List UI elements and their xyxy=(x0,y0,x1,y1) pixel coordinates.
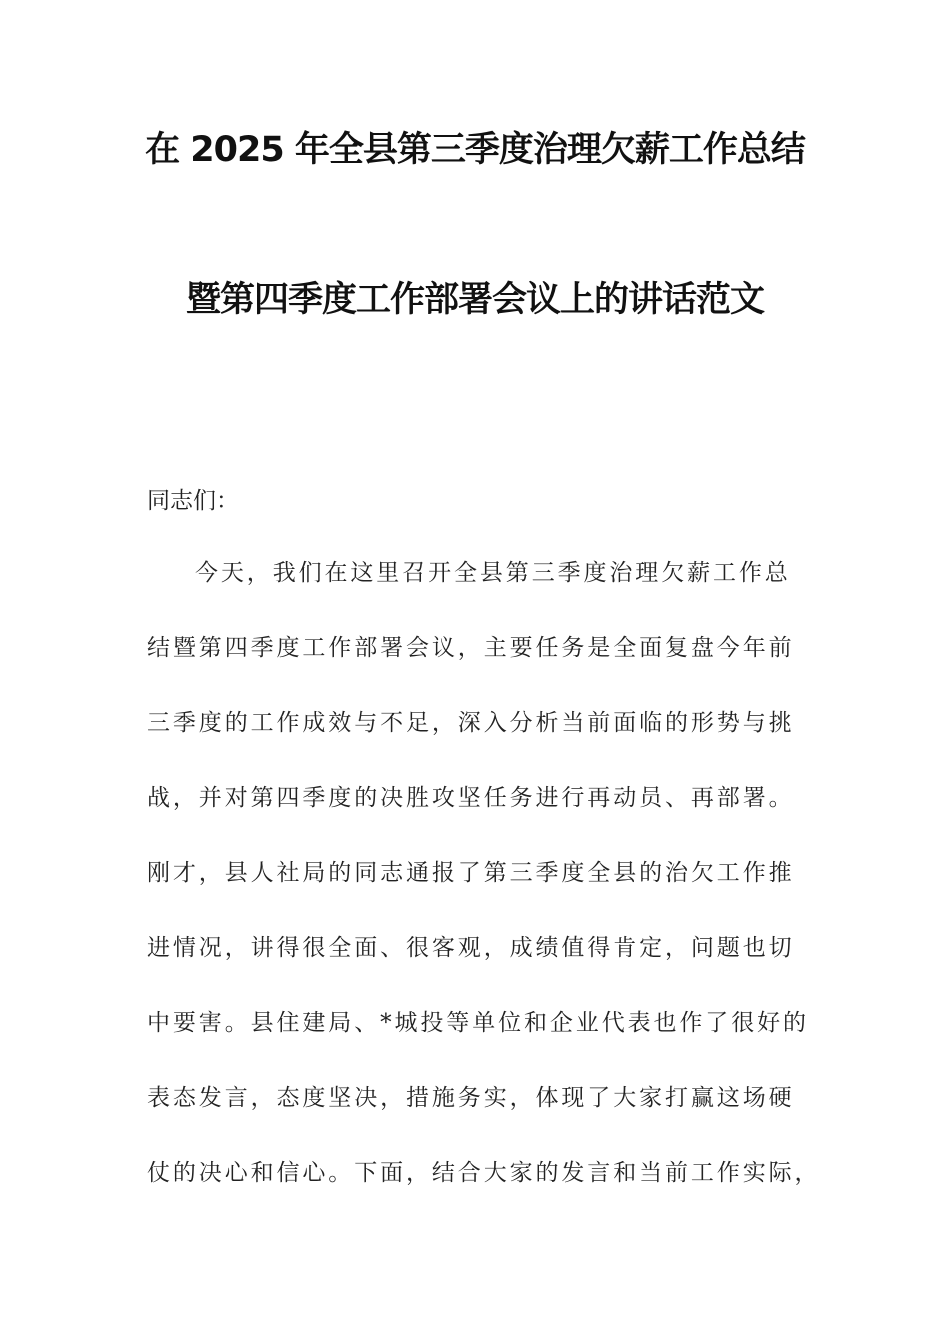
paragraph-line: 刚才，县人社局的同志通报了第三季度全县的治欠工作推 xyxy=(147,860,795,886)
paragraph-line: 战，并对第四季度的决胜攻坚任务进行再动员、再部署。 xyxy=(147,785,795,811)
paragraph-line: 三季度的工作成效与不足，深入分析当前面临的形势与挑 xyxy=(147,710,795,736)
paragraph-line: 表态发言，态度坚决，措施务实，体现了大家打赢这场硬 xyxy=(147,1085,795,1111)
document-title-line-2: 暨第四季度工作部署会议上的讲话范文 xyxy=(185,280,764,320)
body-paragraph xyxy=(147,558,821,1233)
paragraph-line: 今天，我们在这里召开全县第三季度治理欠薪工作总 xyxy=(195,560,791,586)
paragraph-line: 仗的决心和信心。下面，结合大家的发言和当前工作实际， xyxy=(147,1160,821,1186)
paragraph-line: 结暨第四季度工作部署会议，主要任务是全面复盘今年前 xyxy=(147,635,795,661)
paragraph-line: 中要害。县住建局、*城投等单位和企业代表也作了很好的 xyxy=(147,1010,809,1036)
paragraph-line: 进情况，讲得很全面、很客观，成绩值得肯定，问题也切 xyxy=(147,935,795,961)
document-title-line-1: 在 2025 年全县第三季度治理欠薪工作总结 xyxy=(145,130,805,170)
salutation: 同志们： xyxy=(147,488,239,514)
